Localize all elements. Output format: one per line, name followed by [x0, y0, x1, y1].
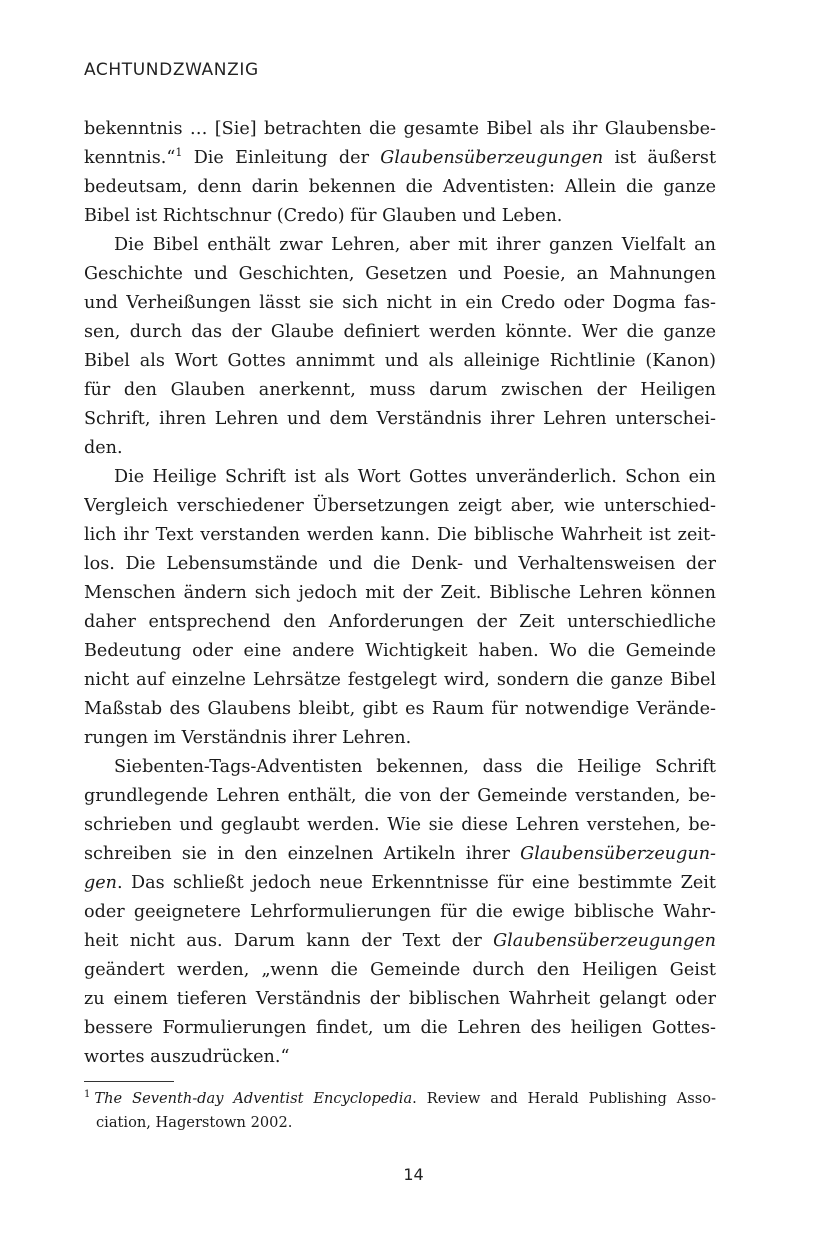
- footnote-line: $^1$ The Seventh-day Adventist Encyclopedia. Review and Herald Publishing Asso-: [84, 1089, 716, 1107]
- text-line: rungen im Verständnis ihrer Lehren.: [84, 728, 412, 748]
- text-line: Vergleich verschiedener Übersetzungen zeigt aber, wie unterschied-: [84, 496, 716, 516]
- text-line: Die Bibel enthält zwar Lehren, aber mit ihrer ganzen Vielfalt an: [114, 235, 716, 255]
- text-line: Bibel ist Richtschnur (Credo) für Glauben und Leben.: [84, 206, 563, 226]
- text-line: los. Die Lebensumstände und die Denk- und Verhaltensweisen der: [84, 554, 716, 574]
- text-line: bessere Formulierungen findet, um die Lehren des heiligen Gottes-: [84, 1018, 716, 1038]
- italic-title: Glaubensüberzeugun-: [520, 844, 716, 864]
- text-line: Geschichte und Geschichten, Gesetzen und Poesie, an Mahnungen: [84, 264, 716, 284]
- text-line: Siebenten-Tags-Adventisten bekennen, dass die Heilige Schrift: [114, 757, 716, 777]
- footnote: [84, 1087, 716, 1135]
- text-line: grundlegende Lehren enthält, die von der Gemeinde verstanden, be-: [84, 786, 716, 806]
- text-line: und Verheißungen lässt sie sich nicht in ein Credo oder Dogma fas-: [84, 293, 716, 313]
- text-line: daher entsprechend den Anforderungen der Zeit unterschiedliche: [84, 612, 716, 632]
- text-line: Bibel als Wort Gottes annimmt und als alleinige Richtlinie (Kanon): [84, 351, 716, 371]
- text-line: bekenntnis … [Sie] betrachten die gesamte Bibel als ihr Glaubensbe-: [84, 119, 716, 139]
- footnote-number: 1: [84, 1089, 91, 1100]
- text-line: oder geeignetere Lehrformulierungen für die ewige biblische Wahr-: [84, 902, 716, 922]
- text-line: kenntnis.“$^1$ Die Einleitung der Glaubensüberzeugungen ist äußerst: [84, 146, 716, 168]
- text-line: bedeutsam, denn darin bekennen die Adventisten: Allein die ganze: [84, 177, 716, 197]
- text-line: für den Glauben anerkennt, muss darum zwischen der Heiligen: [84, 380, 716, 400]
- text-line: zu einem tieferen Verständnis der biblischen Wahrheit gelangt oder: [84, 989, 716, 1009]
- body-text: [84, 115, 716, 1072]
- text-line: wortes auszudrücken.“: [84, 1047, 290, 1067]
- text-line: lich ihr Text verstanden werden kann. Die biblische Wahrheit ist zeit-: [84, 525, 716, 545]
- text-line: geändert werden, „wenn die Gemeinde durch den Heiligen Geist: [84, 960, 716, 980]
- running-title: ACHTUNDZWANZIG: [84, 60, 259, 80]
- text-line: gen. Das schließt jedoch neue Erkenntnisse für eine bestimmte Zeit: [84, 873, 716, 893]
- text-line: den.: [84, 438, 123, 458]
- italic-title: Glaubensüberzeugungen: [380, 148, 604, 168]
- text-line: Bedeutung oder eine andere Wichtigkeit haben. Wo die Gemeinde: [84, 641, 716, 661]
- footnote-divider: [84, 1081, 174, 1082]
- text-line: Schrift, ihren Lehren und dem Verständnis ihrer Lehren unterschei-: [84, 409, 716, 429]
- page-number: 14: [403, 1165, 424, 1184]
- text-line: schreiben sie in den einzelnen Artikeln ihrer Glaubensüberzeugun-: [84, 844, 716, 864]
- text-line: schrieben und geglaubt werden. Wie sie diese Lehren verstehen, be-: [84, 815, 716, 835]
- text-line: Die Heilige Schrift ist als Wort Gottes unveränderlich. Schon ein: [114, 467, 716, 487]
- text-line: Maßstab des Glaubens bleibt, gibt es Raum für notwendige Verände-: [84, 699, 716, 719]
- footnote-title: The Seventh-day Adventist Encyclopedia: [94, 1090, 413, 1107]
- italic-title: gen: [84, 873, 118, 893]
- italic-title: Glaubensüberzeugungen: [493, 931, 716, 951]
- text-line: heit nicht aus. Darum kann der Text der Glaubensüberzeugungen: [84, 931, 716, 951]
- footnote-line: ciation, Hagerstown 2002.: [96, 1114, 293, 1131]
- footnote-reference[interactable]: 1: [175, 146, 183, 159]
- text-line: nicht auf einzelne Lehrsätze festgelegt wird, sondern die ganze Bibel: [84, 670, 716, 690]
- text-line: Menschen ändern sich jedoch mit der Zeit. Biblische Lehren können: [84, 583, 716, 603]
- text-line: sen, durch das der Glaube definiert werden könnte. Wer die ganze: [84, 322, 716, 342]
